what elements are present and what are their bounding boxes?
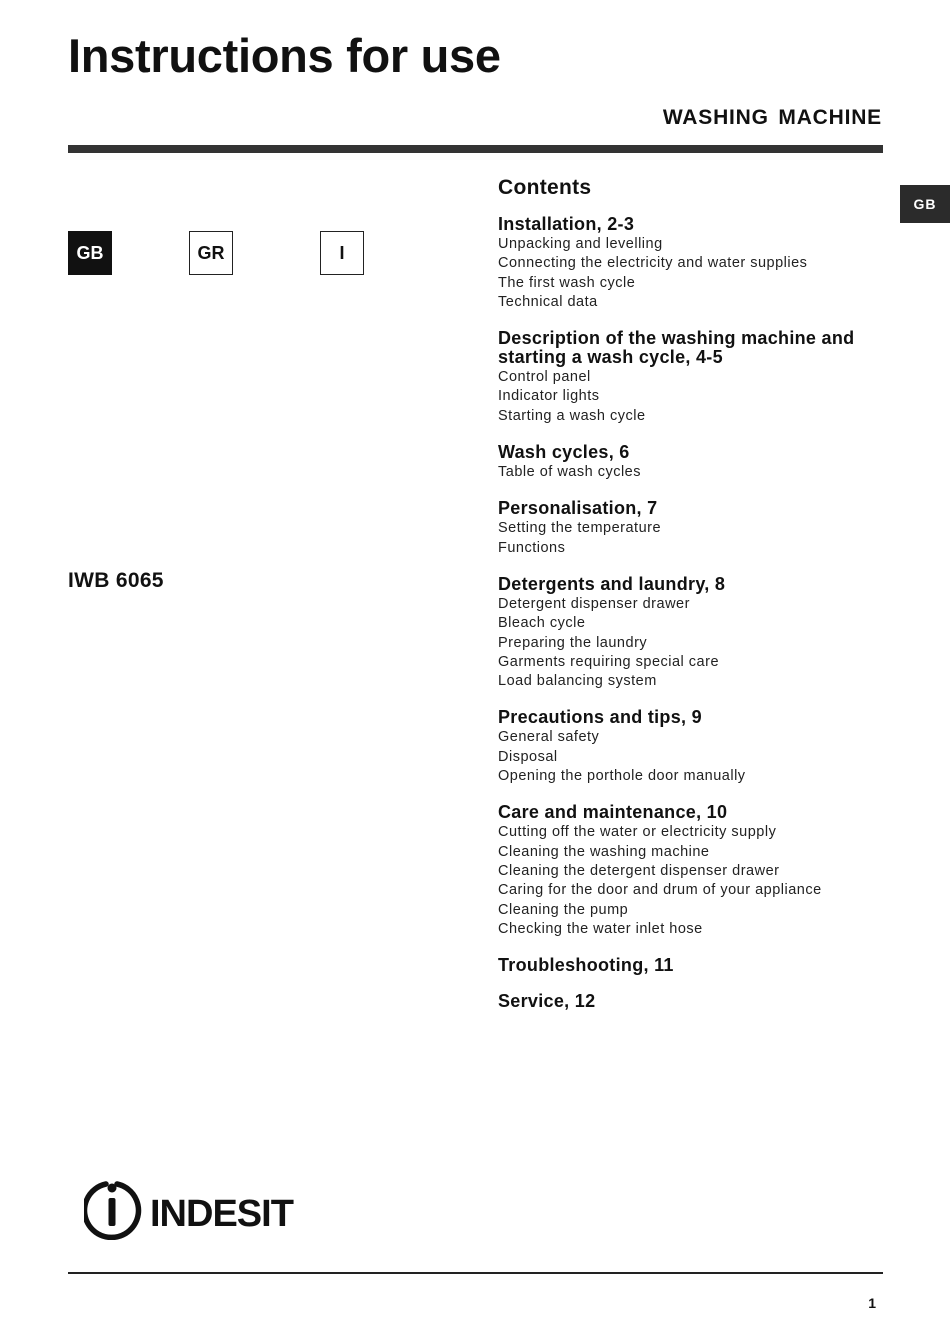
model-number: IWB 6065 (68, 569, 164, 592)
contents-item: Table of wash cycles (498, 464, 641, 481)
contents-section (498, 499, 878, 558)
page-title: Instructions for use (68, 29, 501, 82)
contents-item: Setting the temperature (498, 520, 662, 537)
contents-heading: Contents (498, 176, 592, 199)
contents-section (498, 803, 878, 939)
contents-item: Indicator lights (498, 388, 600, 405)
contents-item: Cutting off the water or electricity supply (498, 824, 777, 841)
page-number: 1 (868, 1295, 876, 1311)
contents-item: Technical data (498, 293, 598, 310)
contents-section-title: Description of the washing machine and starting a wash cycle, 4-5 (498, 328, 855, 368)
contents-item: Starting a wash cycle (498, 407, 646, 424)
contents-item: Cleaning the washing machine (498, 843, 710, 860)
contents-item: Opening the porthole door manually (498, 768, 746, 785)
contents-item: The first wash cycle (498, 274, 636, 291)
contents-item: Bleach cycle (498, 615, 586, 632)
indesit-logo (84, 1178, 324, 1240)
contents-section (498, 443, 878, 482)
contents-item: Disposal (498, 748, 558, 765)
contents-section-title: Troubleshooting, 11 (498, 955, 674, 976)
contents-sections (498, 215, 878, 1011)
contents-item: Unpacking and levelling (498, 236, 663, 252)
language-box-gr: GR (189, 231, 233, 275)
contents-section (498, 708, 878, 786)
brand-wordmark: INDESIT (150, 1193, 293, 1235)
contents-section-title: Care and maintenance, 10 (498, 802, 728, 823)
contents-section-items (498, 595, 878, 691)
footer-rule (68, 1272, 883, 1274)
contents-item: Caring for the door and drum of your appliance (498, 882, 822, 899)
product-type: WASHING MACHINE (662, 106, 882, 129)
contents-section-items (498, 235, 878, 312)
language-side-tab: GB (900, 185, 950, 223)
contents-section-items (498, 519, 878, 558)
contents-section-title: Service, 12 (498, 991, 596, 1012)
contents-item: Preparing the laundry (498, 634, 648, 651)
contents-item: General safety (498, 729, 600, 746)
contents-item: Cleaning the detergent dispenser drawer (498, 862, 780, 879)
contents-section-title: Precautions and tips, 9 (498, 707, 702, 728)
contents-item: Checking the water inlet hose (498, 920, 703, 937)
contents-section-title: Installation, 2-3 (498, 214, 635, 234)
contents-item: Detergent dispenser drawer (498, 595, 690, 612)
contents-section-items (498, 728, 878, 786)
contents-section (498, 215, 878, 312)
contents-section (498, 956, 878, 975)
contents-item: Cleaning the pump (498, 901, 629, 918)
contents-section-title: Detergents and laundry, 8 (498, 573, 726, 594)
header-rule (68, 145, 883, 153)
language-box-gb: GB (68, 231, 112, 275)
contents-section-title: Wash cycles, 6 (498, 442, 630, 463)
table-of-contents (498, 176, 878, 1028)
contents-item: Control panel (498, 369, 591, 386)
contents-section (498, 329, 878, 426)
language-box-i: I (320, 231, 364, 275)
contents-item: Connecting the electricity and water supplies (498, 255, 808, 272)
contents-item: Load balancing system (498, 673, 657, 690)
contents-section (498, 575, 878, 691)
contents-section-title: Personalisation, 7 (498, 498, 658, 519)
contents-item: Functions (498, 539, 566, 556)
contents-section-items (498, 463, 878, 482)
contents-section (498, 992, 878, 1011)
contents-section-items (498, 823, 878, 939)
contents-section-items (498, 368, 878, 426)
contents-item: Garments requiring special care (498, 653, 720, 670)
